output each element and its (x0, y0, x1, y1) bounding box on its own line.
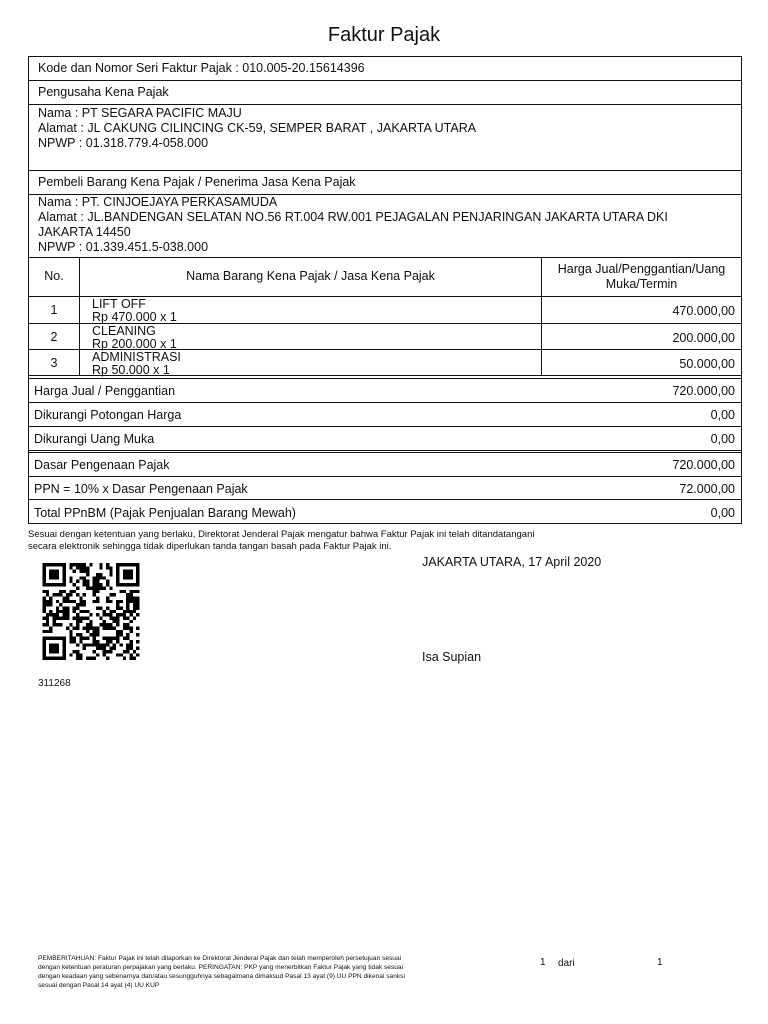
note-line-1: Sesuai dengan ketentuan yang berlaku, Direktorat Jenderal Pajak mengatur bahwa Faktur Pajak ini telah ditandatangani (28, 529, 535, 540)
summary-row: Harga Jual / Penggantian 720.000,00 (28, 378, 742, 403)
footer-line-4: sesuai dengan Pasal 14 ayat (4) UU KUP (38, 982, 160, 989)
table-row-amount: 200.000,00 (541, 323, 742, 350)
page-of-label: dari (558, 958, 575, 969)
kode-seri: Kode dan Nomor Seri Faktur Pajak : 010.005-20.15614396 (38, 61, 365, 75)
table-row-amount: 470.000,00 (541, 296, 742, 324)
document-code: 311268 (38, 678, 71, 689)
page-total: 1 (657, 957, 663, 968)
page-title: Faktur Pajak (327, 24, 441, 46)
note-line-2: secara elektronik sehingga tidak diperlukan tanda tangan basah pada Faktur Pajak ini. (28, 541, 392, 552)
summary-row: PPN = 10% x Dasar Pengenaan Pajak 72.000,00 (28, 476, 742, 500)
col-nama-header: Nama Barang Kena Pajak / Jasa Kena Pajak (79, 257, 542, 297)
col-harga-header: Harga Jual/Penggantian/Uang Muka/Termin (541, 257, 742, 297)
table-row-name: CLEANING Rp 200.000 x 1 (79, 323, 542, 350)
footer-line-2: dengan ketentuan peraturan perpajakan yang berlaku. PERINGATAN: PKP yang menerbitkan Faktur Pajak yang tidak sesuai (38, 964, 404, 971)
pembeli-nama: Nama : PT. CINJOEJAYA PERKASAMUDA (38, 195, 278, 209)
divider (28, 104, 742, 105)
table-row-no: 3 (28, 349, 80, 376)
pkp-nama: Nama : PT SEGARA PACIFIC MAJU (38, 106, 242, 120)
place-date: JAKARTA UTARA, 17 April 2020 (422, 555, 602, 569)
summary-row: Dasar Pengenaan Pajak 720.000,00 (28, 452, 742, 477)
divider (28, 80, 742, 81)
divider (28, 170, 742, 171)
table-row-no: 2 (28, 323, 80, 350)
pembeli-alamat: Alamat : JL.BANDENGAN SELATAN NO.56 RT.004 RW.001 PEJAGALAN PENJARINGAN JAKARTA UTARA DKI (38, 210, 668, 224)
table-row-amount: 50.000,00 (541, 349, 742, 376)
pembeli-alamat-2: JAKARTA 14450 (38, 225, 131, 239)
summary-row: Total PPnBM (Pajak Penjualan Barang Mewah) 0,00 (28, 499, 742, 524)
col-no-header: No. (28, 257, 80, 297)
summary-row: Dikurangi Uang Muka 0,00 (28, 426, 742, 451)
pkp-alamat: Alamat : JL CAKUNG CILINCING CK-59, SEMPER BARAT , JAKARTA UTARA (38, 121, 477, 135)
table-row-name: ADMINISTRASI Rp 50.000 x 1 (79, 349, 542, 376)
signer-name: Isa Supian (422, 650, 482, 664)
qr-code (40, 563, 142, 660)
summary-row: Dikurangi Potongan Harga 0,00 (28, 402, 742, 427)
footer-line-1: PEMBERITAHUAN: Faktur Pajak ini telah dilaporkan ke Direktorat Jenderal Pajak dan telah memperoleh persetujuan sesuai (38, 955, 402, 962)
table-row-name: LIFT OFF Rp 470.000 x 1 (79, 296, 542, 324)
page-number: 1 (540, 957, 546, 968)
table-row-no: 1 (28, 296, 80, 324)
footer-line-3: dengan keadaan yang sebenarnya dan/atau sesungguhnya sebagaimana dimaksud Pasal 13 ayat (9) UU PPN dikenai sanksi (38, 973, 405, 980)
pembeli-header: Pembeli Barang Kena Pajak / Penerima Jasa Kena Pajak (38, 175, 356, 189)
pembeli-npwp: NPWP : 01.339.451.5-038.000 (38, 240, 209, 254)
pkp-npwp: NPWP : 01.318.779.4-058.000 (38, 136, 209, 150)
pkp-header: Pengusaha Kena Pajak (38, 85, 169, 99)
